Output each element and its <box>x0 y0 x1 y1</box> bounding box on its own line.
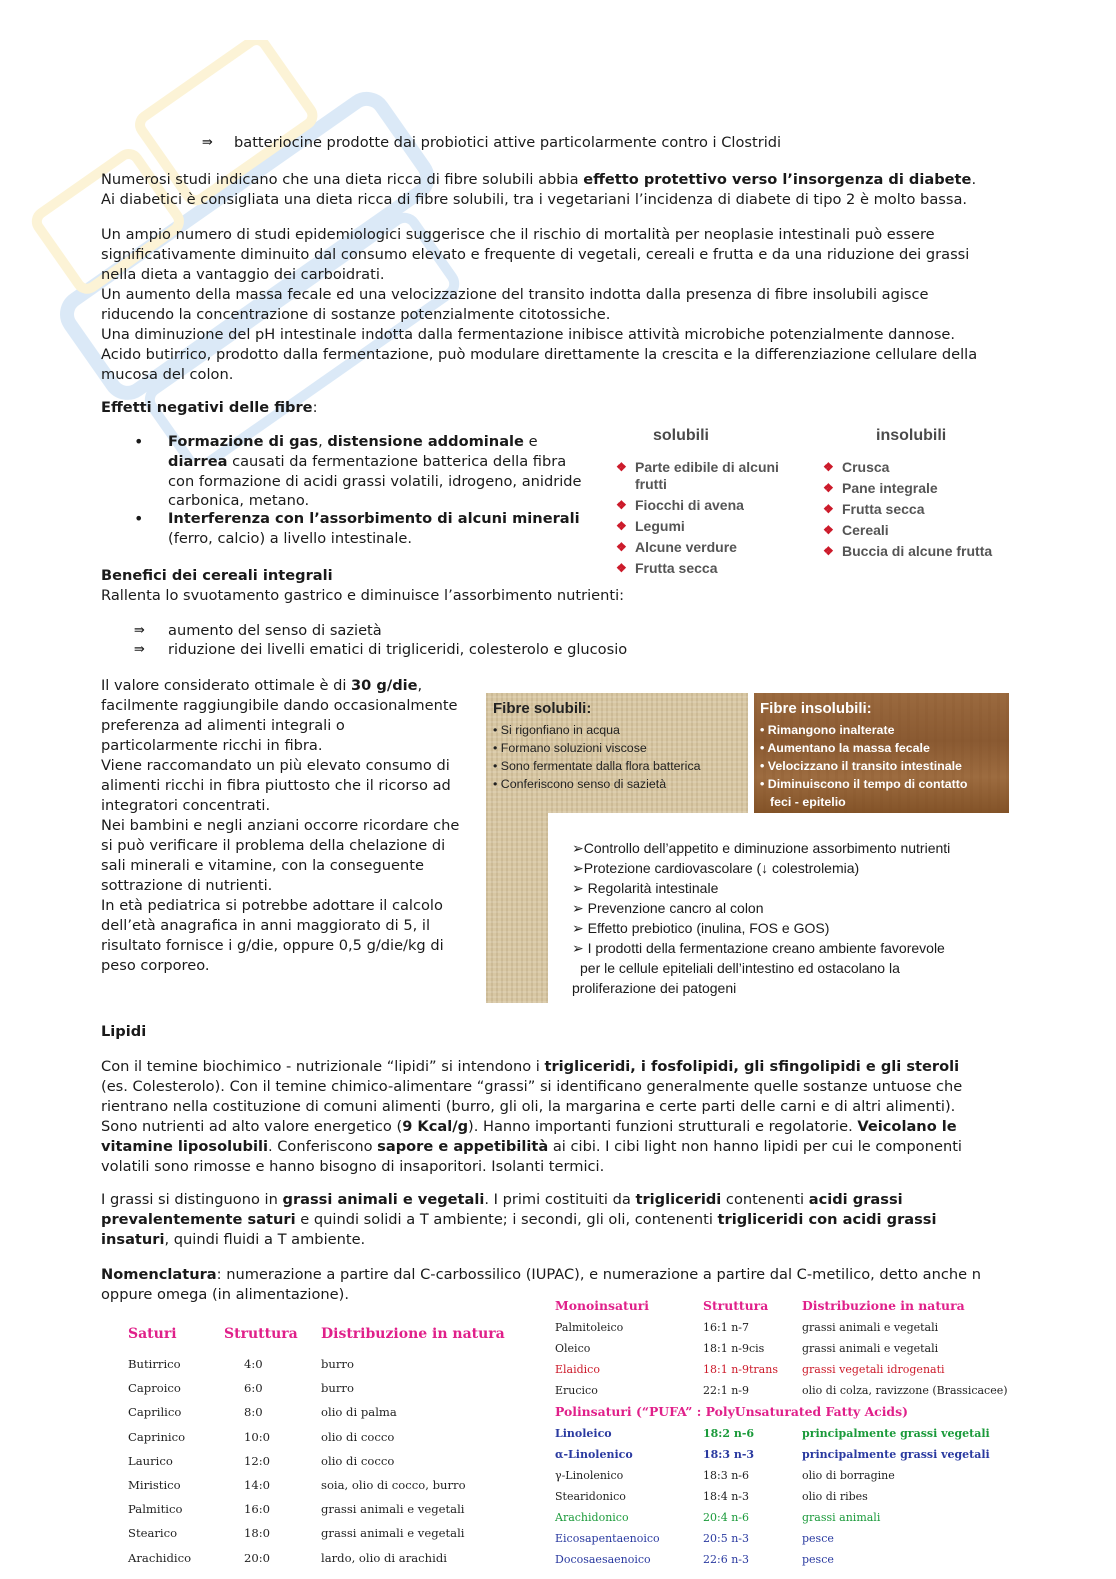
insoluble-box-list <box>760 721 967 811</box>
arrowhead-bullet-icon: ➢ <box>572 840 584 856</box>
bullet-dot-icon: • <box>134 509 144 528</box>
table-cell: 18:1 n-9trans <box>703 1363 778 1376</box>
diamond-bullet-icon: ❖ <box>823 523 834 537</box>
list-item: feci - epitelio <box>770 795 846 809</box>
soluble-title: solubili <box>653 427 709 444</box>
table-cell: Caprinico <box>128 1429 186 1444</box>
list-item: ❖ Alcune verdure <box>616 539 737 555</box>
table-row <box>128 1354 508 1372</box>
table-cell: grassi vegetali idrogenati <box>802 1363 945 1376</box>
epidemiology-paragraph: Un ampio numero di studi epidemiologici suggerisce che il rischio di mortalità per neoplasie intestinali può essere significativamente diminuito dal consumo elevato e frequente di vegetali, cereali e frutta e da una riduzione dei grassi nella dieta a vantaggio dei carboidrati. Un aumento della massa fecale ed una velocizzazione del transito indotta dalla presenza di fibre insolubili agisce riducendo la concentrazione di sostanze potenzialmente citotossiche. Una diminuzione del pH intestinale indotta dalla fermentazione inibisce attività microbiche potenzialmente dannose. Acido butirrico, prodotto dalla fermentazione, può modulare direttamente la crescita e la differenziazione cellulare della mucosa del colon. <box>101 226 978 383</box>
lipids-paragraph-2: I grassi si distinguono in grassi animali e vegetali. I primi costituiti da trigliceridi contenenti acidi grassi prevalentemente saturi e quindi solidi a T ambiente; i secondi, gli oli, contenenti trigliceridi con acidi grassi insaturi, quindi fluidi a T ambiente. <box>101 1191 937 1248</box>
diamond-bullet-icon: ❖ <box>616 498 627 512</box>
list-item: ❖ Buccia di alcune frutta <box>823 543 993 559</box>
list-item: • Rimangono inalterate <box>760 723 895 737</box>
table-cell: Caprilico <box>128 1405 182 1420</box>
table-cell: 20:5 n-3 <box>703 1532 749 1545</box>
table-cell: 16:0 <box>244 1502 271 1517</box>
table-cell: 16:1 n-7 <box>703 1321 749 1334</box>
table-cell: principalmente grassi vegetali <box>802 1427 990 1440</box>
table-cell: Stearidonico <box>555 1490 626 1503</box>
soluble-box-list <box>493 721 701 793</box>
table-row <box>555 1424 1015 1440</box>
table-cell: 12:0 <box>244 1453 271 1468</box>
table-row <box>555 1529 1015 1545</box>
table-row <box>555 1550 1015 1566</box>
table-cell: γ-Linolenico <box>555 1469 624 1482</box>
table-cell: soia, olio di cocco, burro <box>321 1478 466 1492</box>
pufa-title: Polinsaturi (“PUFA” : PolyUnsaturated Fatty Acids) <box>555 1404 908 1419</box>
table-cell: Caproico <box>128 1381 181 1396</box>
table-row <box>128 1378 508 1396</box>
list-item: ➢ Prevenzione cancro al colon <box>572 900 764 916</box>
list-item: ➢ I prodotti della fermentazione creano ambiente favorevole <box>572 940 945 956</box>
table-cell: Eicosapentaenoico <box>555 1532 660 1545</box>
list-item: • Aumentano la massa fecale <box>760 741 930 755</box>
table-row <box>128 1475 508 1493</box>
table-cell: olio di cocco <box>321 1429 395 1444</box>
table-header: Distribuzione in natura <box>321 1326 505 1342</box>
table-cell: Oleico <box>555 1342 591 1355</box>
arrowhead-bullet-icon: ➢ <box>572 900 584 916</box>
list-item: ➢Protezione cardiovascolare (↓ colestrolemia) <box>572 860 860 876</box>
table-cell: Stearico <box>128 1526 178 1541</box>
list-item: ➢Controllo dell’appetito e diminuzione assorbimento nutrienti <box>572 840 951 856</box>
table-cell: grassi animali e vegetali <box>802 1342 939 1355</box>
table-cell: Palmitoleico <box>555 1321 624 1334</box>
diamond-bullet-icon: ❖ <box>616 561 627 575</box>
table-cell: α-Linolenico <box>555 1448 633 1461</box>
arrowhead-bullet-icon: ➢ <box>572 920 584 936</box>
arrowhead-bullet-icon: ➢ <box>572 860 584 876</box>
table-cell: 14:0 <box>244 1478 271 1492</box>
table-row <box>555 1339 1015 1355</box>
diamond-bullet-icon: ❖ <box>823 481 834 495</box>
table-row <box>128 1402 508 1420</box>
table-cell: principalmente grassi vegetali <box>802 1448 990 1461</box>
table-cell: 18:3 n-3 <box>703 1448 755 1461</box>
list-item: • Si rigonfiano in acqua <box>493 723 620 737</box>
soluble-box-title: Fibre solubili: <box>493 700 592 717</box>
table-row <box>555 1360 1015 1376</box>
list-item: • Diminuiscono il tempo di contatto <box>760 777 968 791</box>
insoluble-title: insolubili <box>876 427 947 444</box>
list-item: ❖ Fiocchi di avena <box>616 497 744 513</box>
table-row <box>128 1523 508 1541</box>
table-cell: 22:6 n-3 <box>703 1553 749 1566</box>
table-row <box>555 1508 1015 1524</box>
table-row <box>128 1427 508 1445</box>
table-cell: grassi animali e vegetali <box>321 1526 465 1541</box>
list-item: ❖ Cereali <box>823 522 889 538</box>
diamond-bullet-icon: ❖ <box>616 519 627 533</box>
list-item: proliferazione dei patogeni <box>572 980 737 996</box>
list-item: ❖ Crusca <box>823 459 890 475</box>
table-cell: Linoleico <box>555 1427 612 1440</box>
table-cell: 6:0 <box>244 1381 263 1396</box>
list-item: ❖ Frutta secca <box>616 560 718 576</box>
table-cell: Butirrico <box>128 1357 181 1371</box>
list-item: • Conferiscono senso di sazietà <box>493 777 667 791</box>
list-item: • Velocizzano il transito intestinale <box>760 759 962 773</box>
table-cell: 18:3 n-6 <box>703 1469 749 1482</box>
table-cell: olio di borragine <box>802 1469 895 1482</box>
table-cell: Miristico <box>128 1478 181 1492</box>
list-item: ➢ Regolarità intestinale <box>572 880 719 896</box>
table-cell: 20:0 <box>244 1550 271 1565</box>
table-cell: 22:1 n-9 <box>703 1384 749 1397</box>
table-cell: Erucico <box>555 1384 598 1397</box>
table-cell: pesce <box>802 1553 834 1566</box>
arrow-bullet-icon: ⇛ <box>202 135 213 150</box>
table-cell: 18:0 <box>244 1526 271 1541</box>
cereals-benefits: Benefici dei cereali integrali Rallenta lo svuotamento gastrico e diminuisce l’assorbimento nutrienti: <box>101 567 625 604</box>
table-header: Struttura <box>703 1298 769 1313</box>
table-cell: burro <box>321 1381 354 1396</box>
table-row <box>555 1445 1015 1461</box>
list-item: ➢ Effetto prebiotico (inulina, FOS e GOS) <box>572 920 830 936</box>
insoluble-list <box>823 459 1023 560</box>
table-row <box>128 1548 508 1566</box>
table-header: Monoinsaturi <box>555 1298 649 1313</box>
table-cell: grassi animali e vegetali <box>802 1321 939 1334</box>
insoluble-fibre-box <box>754 693 1009 813</box>
arrow-bullet-icon: ⇛ <box>134 623 145 638</box>
lipids-heading: Lipidi <box>101 1023 147 1040</box>
table-cell: grassi animali e vegetali <box>321 1502 465 1517</box>
table-cell: olio di colza, ravizzone (Brassicacee) <box>802 1384 1008 1397</box>
table-cell: olio di cocco <box>321 1453 395 1468</box>
table-row <box>555 1381 1015 1397</box>
table-cell: 8:0 <box>244 1405 263 1420</box>
soluble-list <box>616 459 806 577</box>
table-cell: Docosaesaenoico <box>555 1553 651 1566</box>
table-row <box>555 1466 1015 1482</box>
table-header: Distribuzione in natura <box>802 1298 965 1313</box>
bullet-dot-icon: • <box>134 432 144 451</box>
table-cell: 20:4 n-6 <box>703 1511 749 1524</box>
parchment-strip <box>486 813 548 1003</box>
table-cell: olio di ribes <box>802 1490 868 1503</box>
table-cell: burro <box>321 1357 354 1371</box>
table-cell: 10:0 <box>244 1429 271 1444</box>
table-row <box>128 1499 508 1517</box>
diamond-bullet-icon: ❖ <box>823 544 834 558</box>
list-item: • Sono fermentate dalla flora batterica <box>493 759 701 773</box>
table-cell: Palmitico <box>128 1502 183 1517</box>
list-item: • Formano soluzioni viscose <box>493 741 647 755</box>
lipids-paragraph-1: Con il temine biochimico - nutrizionale “lipidi” si intendono i trigliceridi, i fosfolipidi, gli sfingolipidi e gli steroli (es. Colesterolo). Con il temine chimico-alimentare “grassi” si identificano generalmente quelle sostanze untuose che rientrano nella costituzione di comuni alimenti (burro, gli oli, la margarina e certe parti delle carni e di altri alimenti). Sono nutrienti ad alto valore energetico (9 Kcal/g). Hanno importanti funzioni strutturali e regolatorie. Veicolano le vitamine liposolubili. Conferiscono sapore e appetibilità ai cibi. I cibi light non hanno lipidi per cui le componenti volatili sono rimosse e hanno bisogno di insaporitori. Isolanti termici. <box>101 1058 963 1175</box>
nomenclature-paragraph: Nomenclatura: numerazione a partire dal C-carbossilico (IUPAC), e numerazione a partire dal C-metilico, detto anche n oppure omega (in alimentazione). <box>101 1266 982 1303</box>
unsaturated-fatty-acids-table <box>555 1296 1015 1576</box>
table-cell: lardo, olio di arachidi <box>321 1550 447 1565</box>
table-cell: 18:2 n-6 <box>703 1427 755 1440</box>
table-header: Struttura <box>224 1326 298 1342</box>
table-cell: pesce <box>802 1532 834 1545</box>
saturated-fatty-acids-table <box>128 1324 508 1574</box>
fibre-benefits-list <box>572 838 1012 998</box>
diamond-bullet-icon: ❖ <box>823 502 834 516</box>
table-row <box>128 1451 508 1469</box>
arrowhead-bullet-icon: ➢ <box>572 940 584 956</box>
table-cell: Laurico <box>128 1453 173 1468</box>
table-header: Saturi <box>128 1326 177 1342</box>
list-item: ❖ Parte edibile di alcuni frutti <box>616 459 779 492</box>
fibre-sources-figure <box>612 424 1012 584</box>
optimal-value-paragraph: Il valore considerato ottimale è di 30 g/die, facilmente raggiungibile dando occasionalmente preferenza ad alimenti integrali o particolarmente ricchi in fibra. Viene raccomandato un più elevato consumo di alimenti ricchi in fibra piuttosto che il ricorso ad integratori concentrati. Nei bambini e negli anziani occorre ricordare che si può verificare il problema della chelazione di sali minerali e vitamine, con la conseguente sottrazione di nutrienti. In età pediatrica si potrebbe adottare il calcolo dell’età anagrafica in anni maggiorato di 5, il risultato fornisce i g/die, oppure 0,5 g/die/kg di peso corporeo. <box>101 677 460 974</box>
list-item: ❖ Frutta secca <box>823 501 925 517</box>
table-cell: 4:0 <box>244 1357 263 1371</box>
table-cell: 18:4 n-3 <box>703 1490 749 1503</box>
table-cell: Arachidico <box>128 1550 192 1565</box>
table-cell: 18:1 n-9cis <box>703 1342 765 1355</box>
bullet-text: batteriocine prodotte dai probiotici attive particolarmente contro i Clostridi <box>234 134 782 151</box>
arrow-bullet-icon: ⇛ <box>134 642 145 657</box>
table-cell: Arachidonico <box>555 1511 629 1524</box>
soluble-fibre-box <box>486 693 748 813</box>
list-item: ❖ Pane integrale <box>823 480 938 496</box>
table-row <box>555 1318 1015 1334</box>
list-item: ❖ Legumi <box>616 518 685 534</box>
diamond-bullet-icon: ❖ <box>616 540 627 554</box>
table-cell: Elaidico <box>555 1363 600 1376</box>
insoluble-box-title: Fibre insolubili: <box>760 700 872 717</box>
arrowhead-bullet-icon: ➢ <box>572 880 584 896</box>
diabetes-paragraph: Numerosi studi indicano che una dieta ricca di fibre solubili abbia effetto protettivo verso l’insorgenza di diabete. Ai diabetici è consigliata una dieta ricca di fibre solubili, tra i vegetariani l’incidenza di diabete di tipo 2 è molto bassa. <box>101 171 977 208</box>
table-cell: grassi animali <box>802 1511 881 1524</box>
negative-effects-heading: Effetti negativi delle fibre: <box>101 399 318 416</box>
diamond-bullet-icon: ❖ <box>823 460 834 474</box>
negative-effects-list: • Formazione di gas, distensione addominale e diarrea causati da fermentazione batterica della fibra con formazione di acidi grassi volatili, idrogeno, anidride carbonica, metano. • Interferenza con l’assorbimento di alcuni minerali (ferro, calcio) a livello intestinale. <box>134 432 582 547</box>
diamond-bullet-icon: ❖ <box>616 460 627 474</box>
list-item: per le cellule epiteliali dell’intestino ed ostacolano la <box>580 960 900 976</box>
table-row <box>555 1487 1015 1503</box>
table-cell: olio di palma <box>321 1405 397 1420</box>
